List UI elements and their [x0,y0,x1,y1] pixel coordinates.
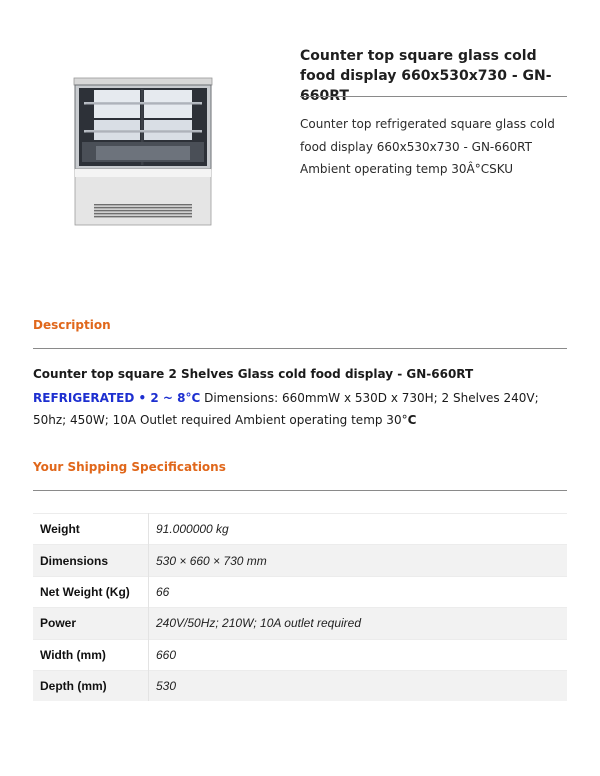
temperature-unit: C [407,413,417,427]
description-body [33,387,573,431]
spec-value: 660 [149,639,568,670]
product-image [72,76,214,227]
spec-label: Power [33,608,149,639]
description-heading: Description [33,318,111,332]
title-divider [300,96,567,97]
shipping-divider [33,490,567,491]
description-title: Counter top square 2 Shelves Glass cold food display - GN-660RT [33,367,474,381]
spec-label: Weight [33,514,149,545]
spec-value: 240V/50Hz; 210W; 10A outlet required [149,608,568,639]
spec-label: Net Weight (Kg) [33,576,149,607]
refrigerated-label: REFRIGERATED • 2 ~ 8°C [33,391,201,405]
spec-row-width [33,639,567,670]
product-summary: Counter top refrigerated square glass cold food display 660x530x730 - GN-660RT Ambient operating temp 30Â°CSKU [300,117,555,176]
product-title: Counter top square glass cold food display 660x530x730 - GN-660RT [300,48,552,104]
spec-value: 530 × 660 × 730 mm [149,545,568,576]
spec-value: 530 [149,670,568,701]
shipping-heading: Your Shipping Specifications [33,460,226,474]
spec-row-depth [33,670,567,701]
shipping-spec-table [33,513,567,701]
spec-value: 91.000000 kg [149,514,568,545]
spec-label: Width (mm) [33,639,149,670]
spec-row-power [33,608,567,639]
spec-row-weight [33,514,567,545]
spec-value: 66 [149,576,568,607]
spec-label: Dimensions [33,545,149,576]
description-text: Dimensions: 660mmW x 530D x 730H; 2 Shelves 240V; 50hz; 450W; 10A Outlet required Ambient operating temp 30° [33,391,539,427]
spec-row-net-weight [33,576,567,607]
spec-label: Depth (mm) [33,670,149,701]
description-divider [33,348,567,349]
spec-row-dimensions [33,545,567,576]
